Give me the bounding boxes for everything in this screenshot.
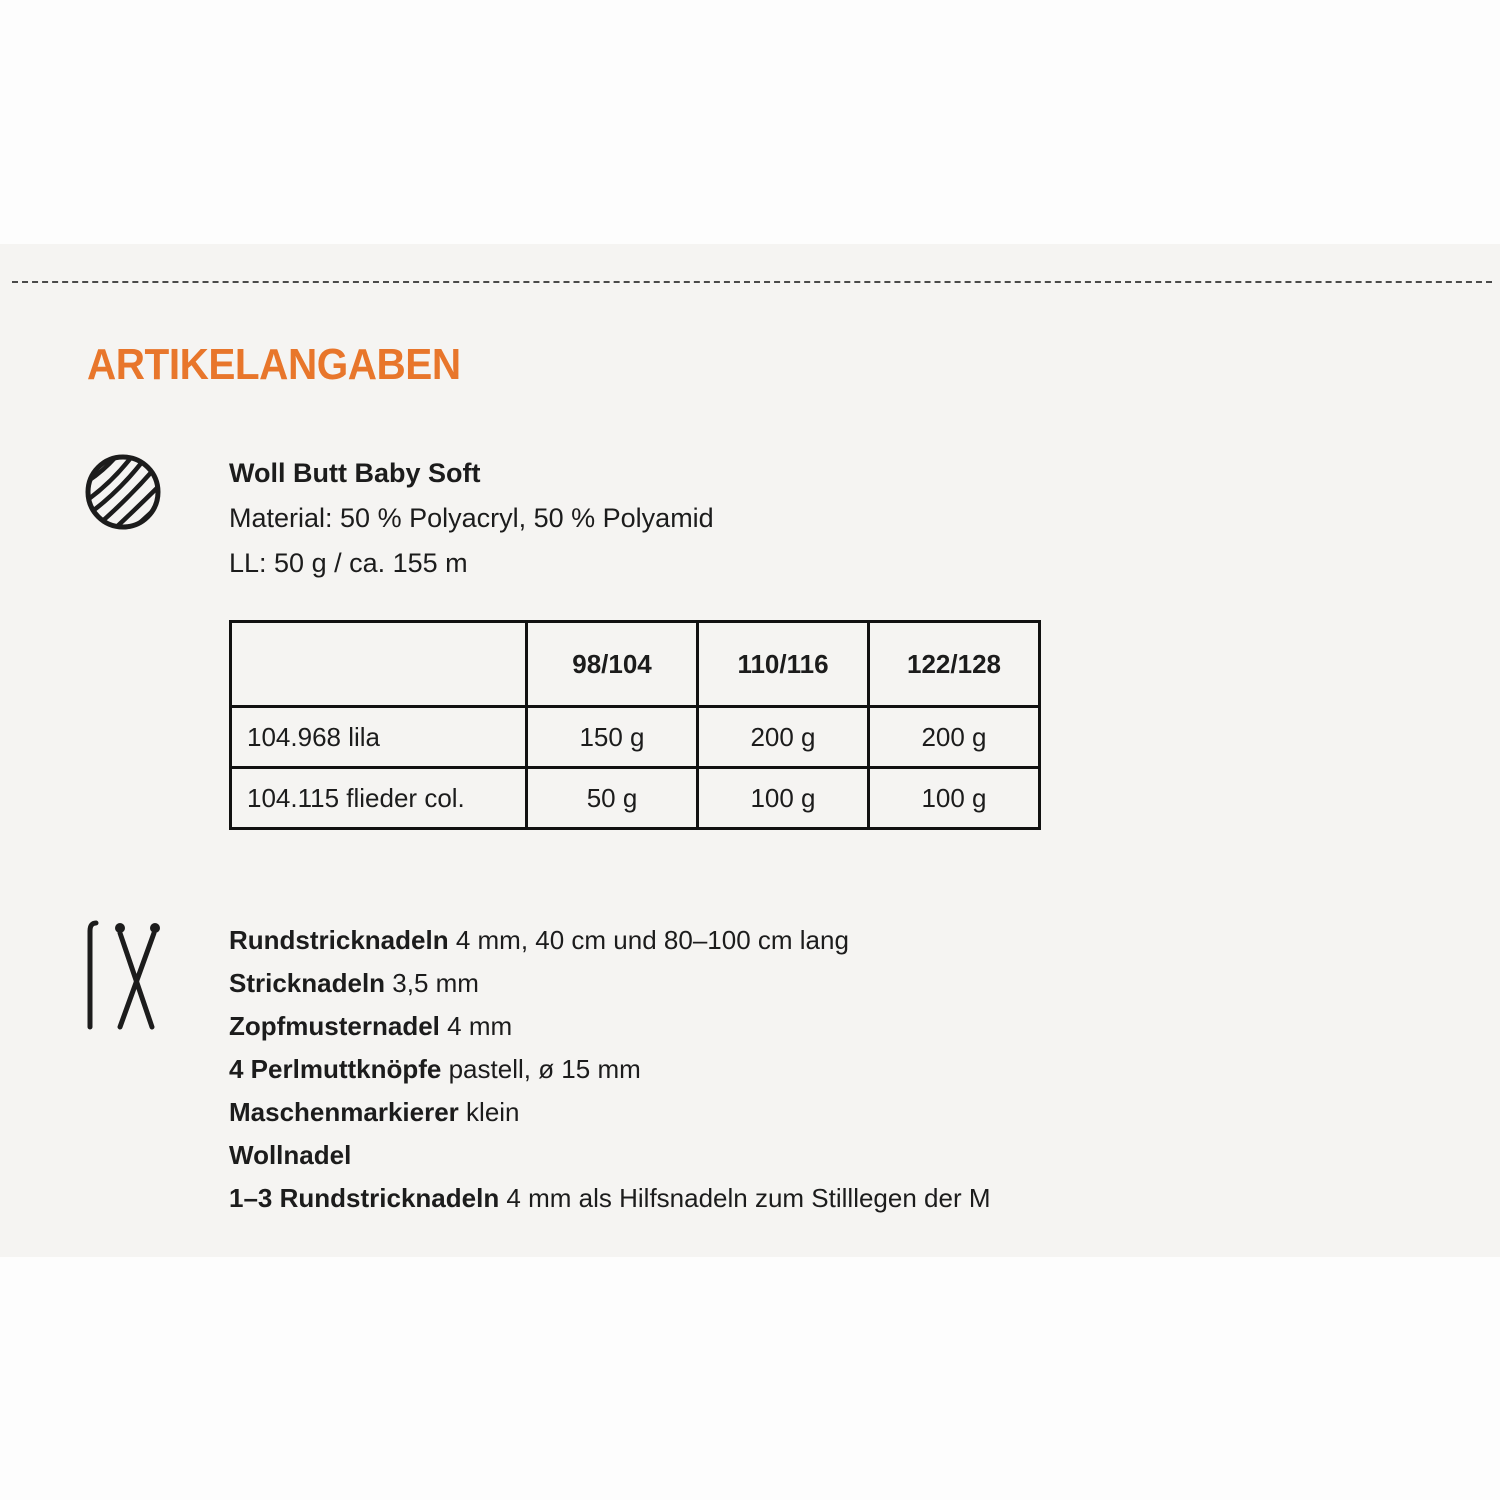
yarn-info: [229, 451, 714, 586]
list-item: [229, 962, 991, 1005]
amount-cell: 50 g: [527, 768, 698, 829]
dashed-divider: [12, 281, 1492, 283]
tool-name: Wollnadel: [229, 1140, 352, 1170]
tool-name: Rundstricknadeln: [229, 925, 449, 955]
tool-detail: 4 mm, 40 cm und 80–100 cm lang: [448, 925, 849, 955]
color-label-cell: 104.115 flieder col.: [231, 768, 527, 829]
yarn-quantity-table: [229, 620, 1041, 830]
tool-name: 1–3 Rundstricknadeln: [229, 1183, 500, 1213]
tool-detail: 4 mm: [439, 1011, 513, 1041]
amount-cell: 200 g: [869, 707, 1040, 768]
list-item: [229, 919, 991, 962]
tool-detail: 3,5 mm: [385, 968, 479, 998]
list-item: [229, 1177, 991, 1220]
yarn-run-length: LL: 50 g / ca. 155 m: [229, 548, 468, 578]
table-row: [231, 768, 1040, 829]
list-item: [229, 1091, 991, 1134]
header-cell-size: 110/116: [698, 622, 869, 707]
header-cell-size: 122/128: [869, 622, 1040, 707]
tool-detail: klein: [458, 1097, 520, 1127]
header-cell-empty: [231, 622, 527, 707]
tools-list: [229, 919, 991, 1220]
table-row: [231, 707, 1040, 768]
list-item: [229, 1005, 991, 1048]
yarn-name: Woll Butt Baby Soft: [229, 458, 481, 488]
yarn-ball-icon: [84, 453, 162, 531]
list-item: [229, 1048, 991, 1091]
tool-name: Maschenmarkierer: [229, 1097, 459, 1127]
table-header-row: [231, 622, 1040, 707]
tool-name: 4 Perlmuttknöpfe: [229, 1054, 442, 1084]
amount-cell: 100 g: [698, 768, 869, 829]
list-item: [229, 1134, 991, 1177]
amount-cell: 200 g: [698, 707, 869, 768]
tool-detail: pastell, ø 15 mm: [441, 1054, 641, 1084]
amount-cell: 100 g: [869, 768, 1040, 829]
header-cell-size: 98/104: [527, 622, 698, 707]
material-info-panel: [0, 244, 1500, 1257]
amount-cell: 150 g: [527, 707, 698, 768]
section-title: ARTIKELANGABEN: [87, 340, 461, 389]
yarn-material: Material: 50 % Polyacryl, 50 % Polyamid: [229, 503, 714, 533]
tool-detail: 4 mm als Hilfsnadeln zum Stilllegen der M: [499, 1183, 991, 1213]
color-label-cell: 104.968 lila: [231, 707, 527, 768]
knitting-needles-icon: [80, 919, 164, 1031]
tool-name: Stricknadeln: [229, 968, 386, 998]
tool-name: Zopfmusternadel: [229, 1011, 440, 1041]
